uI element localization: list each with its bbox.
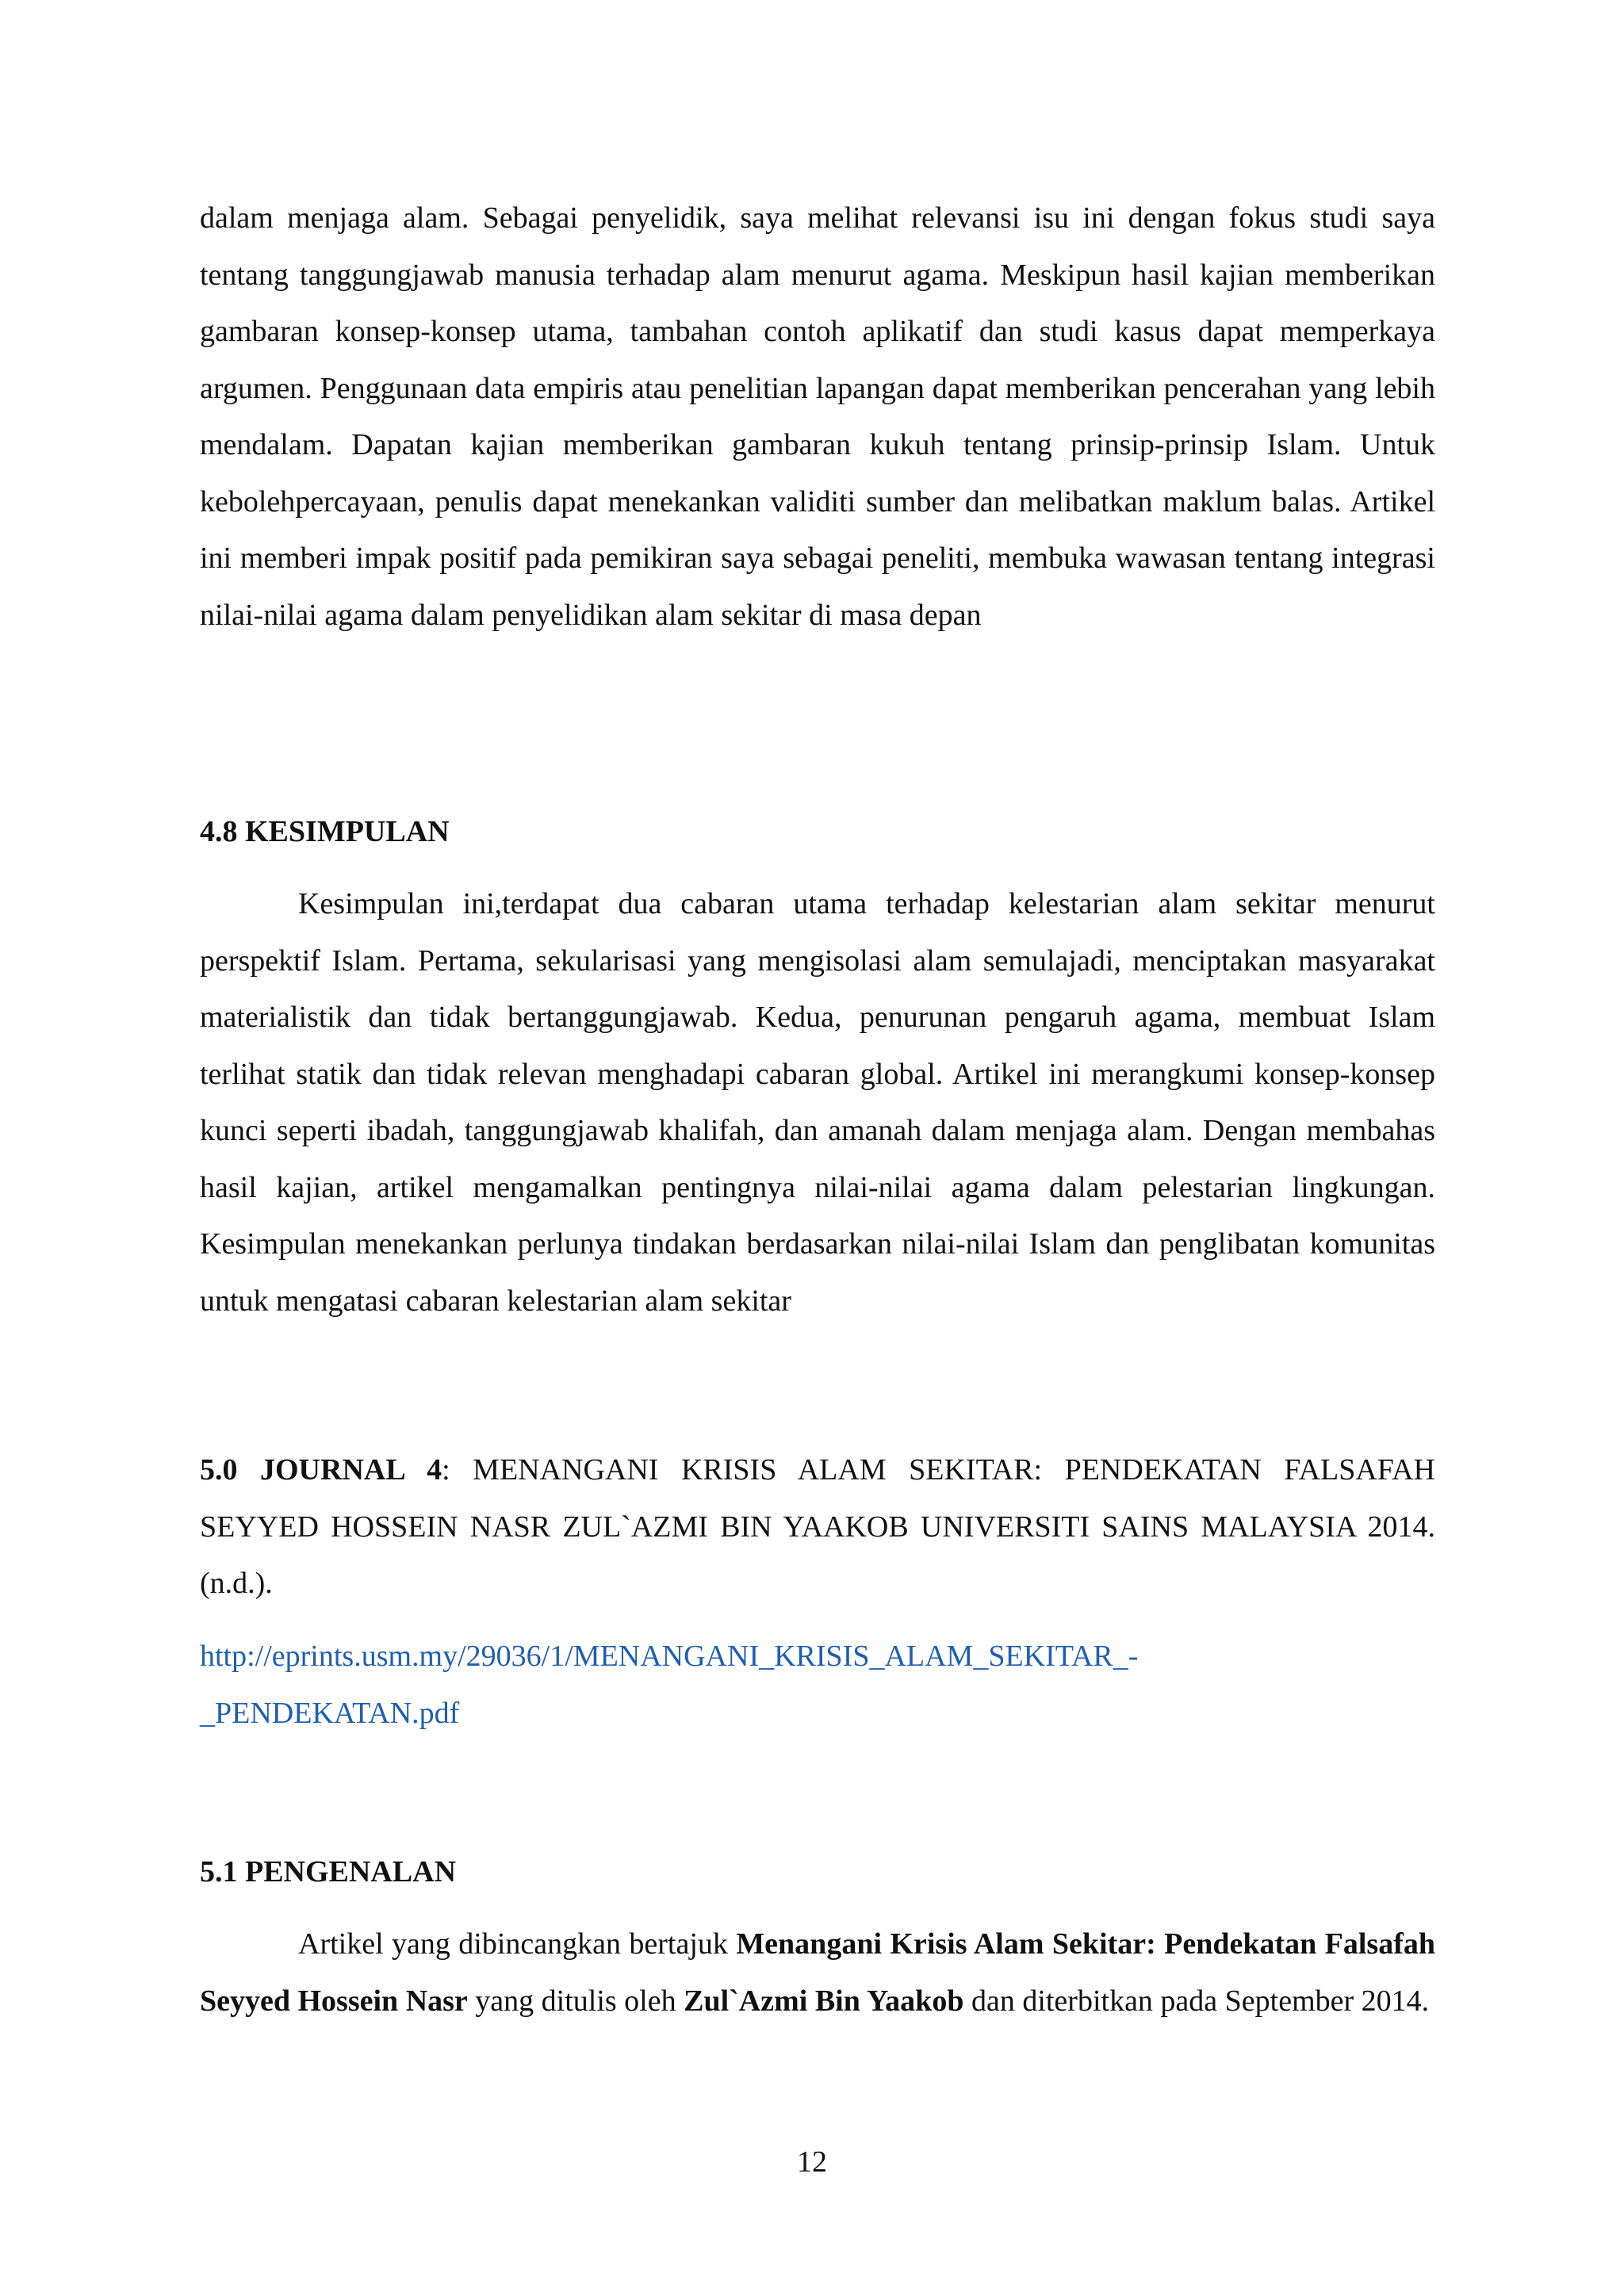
journal-url-link[interactable] — [200, 1628, 1435, 1742]
journal-url-line-2[interactable]: _PENDEKATAN.pdf — [200, 1696, 460, 1730]
pengenalan-text-3: dan diterbitkan pada September 2014. — [963, 1984, 1430, 2018]
pengenalan-paragraph — [200, 1916, 1435, 2030]
journal-label: 5.0 JOURNAL 4 — [200, 1453, 442, 1487]
pengenalan-text-1: Artikel yang dibincangkan bertajuk — [298, 1927, 737, 1961]
section-heading-pengenalan: 5.1 PENGENALAN — [200, 1855, 457, 1888]
section-heading-kesimpulan: 4.8 KESIMPULAN — [200, 815, 450, 848]
pengenalan-text-2: yang ditulis oleh — [467, 1984, 684, 2018]
journal-url-line-1[interactable]: http://eprints.usm.my/29036/1/MENANGANI_KRISIS_ALAM_SEKITAR_- — [200, 1640, 1139, 1673]
page-number: 12 — [797, 2145, 827, 2179]
journal-title-text: : MENANGANI KRISIS ALAM SEKITAR: PENDEKATAN FALSAFAH SEYYED HOSSEIN NASR ZUL`AZMI BIN YAAKOB UNIVERSITI SAINS MALAYSIA 2014. (n.d.). — [200, 1453, 1436, 1600]
article-author-bold: Zul`Azmi Bin Yaakob — [684, 1984, 964, 2018]
intro-paragraph: dalam menjaga alam. Sebagai penyelidik, saya melihat relevansi isu ini dengan fokus studi saya tentang tanggungjawab manusia terhadap alam menurut agama. Meskipun hasil kajian memberikan gambaran konsep-konsep utama, tambahan contoh aplikatif dan studi kasus dapat memperkaya argumen. Penggunaan data empiris atau penelitian lapangan dapat memberikan pencerahan yang lebih mendalam. Dapatan kajian memberikan gambaran kukuh tentang prinsip-prinsip Islam. Untuk kebolehpercayaan, penulis dapat menekankan validiti sumber dan melibatkan maklum balas. Artikel ini memberi impak positif pada pemikiran saya sebagai peneliti, membuka wawasan tentang integrasi nilai-nilai agama dalam penyelidikan alam sekitar di masa depan — [200, 201, 1435, 632]
article-title-bold: Menangani Krisis Alam Sekitar: Pendekatan Falsafah Seyyed Hossein Nasr — [200, 1927, 1436, 2018]
kesimpulan-paragraph: Kesimpulan ini,terdapat dua cabaran utama terhadap kelestarian alam sekitar menurut perspektif Islam. Pertama, sekularisasi yang mengisolasi alam semulajadi, menciptakan masyarakat materialistik dan tidak bertanggungjawab. Kedua, penurunan pengaruh agama, membuat Islam terlihat statik dan tidak relevan menghadapi cabaran global. Artikel ini merangkumi konsep-konsep kunci seperti ibadah, tanggungjawab khalifah, dan amanah dalam menjaga alam. Dengan membahas hasil kajian, artikel mengamalkan pentingnya nilai-nilai agama dalam pelestarian lingkungan. Kesimpulan menekankan perlunya tindakan berdasarkan nilai-nilai Islam dan penglibatan komunitas untuk mengatasi cabaran kelestarian alam sekitar — [200, 887, 1435, 1318]
journal-citation — [200, 1442, 1435, 1613]
